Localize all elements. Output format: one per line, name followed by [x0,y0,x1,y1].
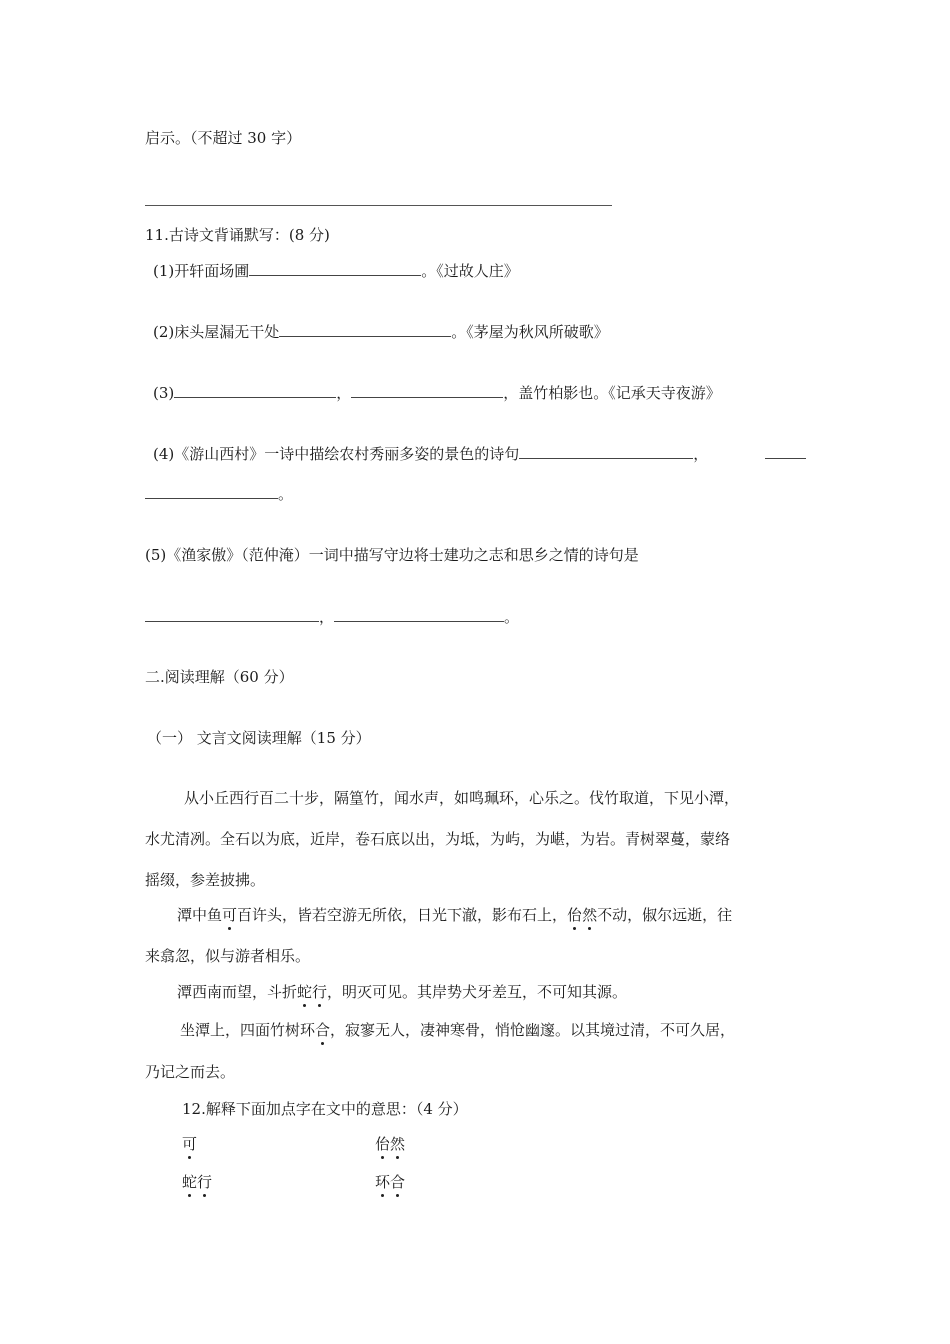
fill-blank [279,321,451,337]
passage-text: 潭中鱼 [177,906,223,924]
section-2-title: 二.阅读理解（60 分） [145,668,294,686]
q11-item-1-prefix: (1)开轩面场圃 [153,262,250,280]
fill-blank [249,260,421,276]
passage-text: 不动，俶尔远逝，往 [597,906,733,924]
dotted-char: 合 [315,1021,331,1039]
passage-line: 摇缀，参差披拂。 [145,871,266,889]
q11-item-3-suffix: ，盖竹柏影也。《记承天寺夜游》 [503,384,721,402]
q11-item-2 [153,321,609,342]
dotted-char: 合 [390,1173,406,1191]
q11-item-4-comma: ， [693,445,709,463]
passage-line: 从小丘西行百二十步，隔篁竹，闻水声，如鸣珮环，心乐之。伐竹取道，下见小潭， [184,789,740,807]
q11-title: 11.古诗文背诵默写：(8 分) [145,226,330,244]
q11-item-4-prefix: (4)《游山西村》一诗中描绘农村秀丽多姿的景色的诗句 [153,445,520,463]
passage-line: 水尤清冽。全石以为底，近岸，卷石底以出，为坻，为屿，为嵁，为岩。青树翠蔓，蒙络 [145,830,731,848]
q11-item-4-cont [145,483,293,504]
q11-item-5-comma: ， [319,608,335,626]
passage-line [180,1020,735,1040]
dotted-char: 行 [197,1173,213,1191]
passage-text: 潭西南而望，斗折 [177,983,298,1001]
q11-item-3 [153,382,721,403]
dotted-char: 然 [390,1135,406,1153]
dotted-char: 佁 [567,906,583,924]
q12-word-3 [182,1172,212,1192]
dotted-char: 然 [582,906,598,924]
dotted-char: 可 [182,1135,198,1153]
q11-item-5-end: 。 [504,608,520,626]
passage-line [177,905,732,925]
fill-blank [174,382,336,398]
q12-title: 12.解释下面加点字在文中的意思：（4 分） [182,1100,468,1118]
passage-text: ，寂寥无人，凄神寒骨，悄怆幽邃。以其境过清，不可久居， [330,1021,736,1039]
q11-item-4-end: 。 [278,485,294,503]
q12-word-4 [375,1172,405,1192]
dotted-char: 蛇 [297,983,313,1001]
passage-text: 坐潭上，四面竹树环 [180,1021,316,1039]
prompt-tail: 启示。（不超过 30 字） [145,129,302,147]
q11-item-3-comma: ， [336,384,352,402]
q11-item-5: (5)《渔家傲》（范仲淹）一词中描写守边将士建功之志和思乡之情的诗句是 [145,546,639,564]
dotted-char: 环 [375,1173,391,1191]
fill-blank [351,382,503,398]
dotted-char: 行 [312,983,328,1001]
fill-blank [145,606,319,622]
q11-item-1 [153,260,519,281]
passage-text: 百许头，皆若空游无所依，日光下澈，影布石上， [237,906,568,924]
dotted-char: 佁 [375,1135,391,1153]
passage-line [177,982,627,1002]
q12-word-1 [182,1134,197,1154]
section-2-sub-title: （一） 文言文阅读理解（15 分） [147,729,371,747]
q11-item-4 [153,443,708,464]
fill-blank [765,443,806,459]
q11-item-2-suffix: 。《茅屋为秋风所破歌》 [451,323,609,341]
q12-word-2 [375,1134,405,1154]
answer-line [145,205,612,206]
q11-item-5-blanks [145,606,519,627]
fill-blank [519,443,693,459]
passage-line: 来翕忽，似与游者相乐。 [145,947,311,965]
passage-line: 乃记之而去。 [145,1063,236,1081]
q11-item-2-prefix: (2)床头屋漏无干处 [153,323,280,341]
q11-item-3-prefix: (3) [153,384,175,402]
dotted-char: 蛇 [182,1173,198,1191]
fill-blank [145,483,278,499]
q11-item-1-suffix: 。《过故人庄》 [421,262,519,280]
passage-text: ，明灭可见。其岸势犬牙差互，不可知其源。 [327,983,628,1001]
fill-blank [334,606,504,622]
dotted-char: 可 [222,906,238,924]
